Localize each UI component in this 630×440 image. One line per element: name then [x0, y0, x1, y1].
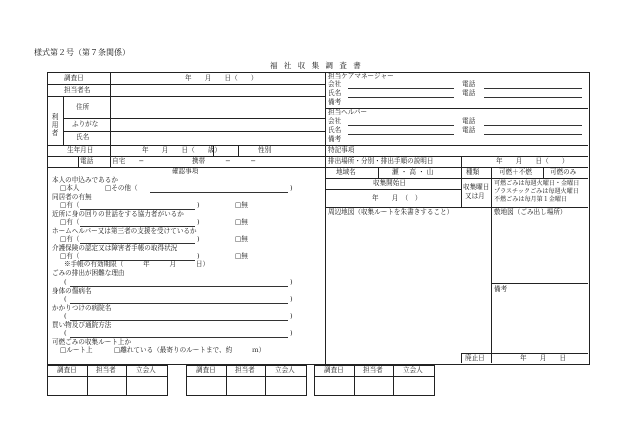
- cm-name-label: 氏名: [328, 89, 342, 97]
- mobile-phone[interactable]: 携帯 − −: [192, 157, 256, 165]
- sign-2-witness-label: 立会人: [275, 366, 295, 374]
- special-notes-label: 特記事項: [328, 146, 355, 154]
- explain-date-label: 排出場所・分別・排出手順の説明日: [328, 157, 434, 165]
- q-care-insurance-no[interactable]: □無: [235, 252, 248, 260]
- birth-value[interactable]: 年 月 日（ 歳）: [142, 146, 222, 154]
- helper-phone2-label: 電話: [462, 126, 476, 134]
- gender-label: 性別: [258, 146, 272, 154]
- furigana-label: ふりがな: [72, 120, 99, 128]
- cm-company-label: 会社: [328, 80, 342, 88]
- q-other-checkbox[interactable]: □その他（: [105, 184, 138, 192]
- sign-3-date-label: 調査日: [324, 366, 344, 374]
- address-label: 住所: [76, 103, 90, 111]
- q-home-helper-yes[interactable]: □有（: [60, 235, 80, 243]
- form-number: 様式第２号（第７条関係）: [34, 48, 130, 57]
- name-label: 氏名: [76, 133, 90, 141]
- q-difficulty-reason: ごみの排出が困難な理由: [52, 269, 125, 277]
- survey-date-value[interactable]: 年 月 日（ ）: [185, 74, 258, 82]
- end-date-label: 廃止日: [465, 354, 485, 362]
- care-manager-label: 担当ケアマネージャー: [328, 72, 394, 80]
- rule-nonburnable: 不燃ごみは毎月第１金曜日: [494, 196, 568, 203]
- map-label: 周辺地図（収集ルートを朱書きすること）: [328, 208, 454, 216]
- q-care-insurance-yes[interactable]: □有（: [60, 252, 80, 260]
- helper-company-label: 会社: [328, 117, 342, 125]
- phone-label: 電話: [80, 157, 94, 165]
- area-value[interactable]: 瀬 ・ 高 ・ 山: [392, 168, 434, 176]
- q-cohabitant-no[interactable]: □無: [235, 201, 248, 209]
- day-label-1: 収集曜日: [463, 183, 490, 191]
- start-date-value[interactable]: 年 月 （ ）: [372, 194, 422, 202]
- start-date-label: 収集開始日: [373, 179, 406, 187]
- furigana-field[interactable]: [112, 120, 322, 129]
- rule-burnable: 可燃ごみは毎週火曜日・金曜日: [494, 180, 580, 187]
- q-hospital: かかりつけの病院名: [52, 304, 112, 312]
- sign-2-date-label: 調査日: [196, 366, 216, 374]
- q-cohabitant-yes[interactable]: □有（: [60, 201, 80, 209]
- area-label: 地域名: [336, 168, 356, 176]
- explain-date-value[interactable]: 年 月 日（ ）: [496, 157, 569, 165]
- q-home-helper-no[interactable]: □無: [235, 235, 248, 243]
- type-burnable-only[interactable]: 可燃のみ: [550, 168, 577, 176]
- q-route-on[interactable]: □ルート上: [60, 346, 93, 354]
- sign-3-staff-label: 担当者: [363, 366, 383, 374]
- notes-label: 備考: [494, 285, 508, 293]
- q-route: 可燃ごみの収集ルート上か: [52, 338, 132, 346]
- rule-plastic: プラスチックごみは毎週火曜日: [494, 188, 579, 195]
- helper-phone1-label: 電話: [462, 117, 476, 125]
- sign-1-witness-label: 立会人: [136, 366, 156, 374]
- cm-phone2-label: 電話: [462, 89, 476, 97]
- staff-label: 担当者名: [64, 86, 91, 94]
- form-title: 福 社 収 集 調 査 書: [270, 61, 363, 70]
- type-label: 種類: [466, 168, 480, 176]
- cm-phone1-label: 電話: [462, 80, 476, 88]
- q-helper-nearby-yes[interactable]: □有（: [60, 218, 80, 226]
- staff-field[interactable]: [112, 86, 322, 95]
- q-shopping: 買い物及び通院方法: [52, 321, 112, 329]
- type-burnable-both[interactable]: 可燃＋不燃: [499, 168, 532, 176]
- confirm-heading: 確認事項: [172, 167, 199, 175]
- sign-2-staff-label: 担当者: [235, 366, 255, 374]
- q-route-off[interactable]: □離れている（最寄りのルートまで、約 ｍ）: [114, 346, 266, 354]
- q-helper-nearby-no[interactable]: □無: [235, 218, 248, 226]
- q-helper-nearby: 近所に身の回りの世話をする協力者がいるか: [52, 210, 184, 218]
- sign-1-staff-label: 担当者: [96, 366, 116, 374]
- home-phone[interactable]: 自宅 −: [112, 157, 144, 165]
- sign-3-witness-label: 立会人: [403, 366, 423, 374]
- birth-label: 生年月日: [67, 146, 94, 154]
- q-self-checkbox[interactable]: □本人: [60, 184, 80, 192]
- q-home-helper: ホームヘルパー又は第三者の支援を受けているか: [52, 227, 197, 235]
- handbook-expiry[interactable]: ※手帳の有効期限（ 年 月 日）: [64, 260, 210, 268]
- end-date-value[interactable]: 年 月 日: [520, 354, 567, 362]
- survey-date-label: 調査日: [64, 74, 84, 82]
- cm-remarks-label: 備考: [328, 98, 342, 106]
- day-label-2: 又は月: [465, 192, 485, 200]
- sign-1-date-label: 調査日: [57, 366, 77, 374]
- helper-name-label: 氏名: [328, 126, 342, 134]
- q-illness: 身体の傷病名: [52, 287, 92, 295]
- address-field[interactable]: [112, 98, 322, 117]
- site-map-label: 敷地図（ごみ出し場所）: [494, 208, 567, 216]
- q-self-apply: 本人の申込みであるか: [52, 176, 118, 184]
- q-care-insurance: 介護保険の認定又は障害者手帳の取得状況: [52, 244, 178, 252]
- helper-label: 担当ヘルパー: [328, 108, 368, 116]
- q-cohabitant: 同居者の有無: [52, 193, 92, 201]
- name-field[interactable]: [112, 133, 322, 143]
- user-label: 利 用 者: [51, 113, 59, 138]
- helper-remarks-label: 備考: [328, 135, 342, 143]
- center-divider: [325, 72, 326, 364]
